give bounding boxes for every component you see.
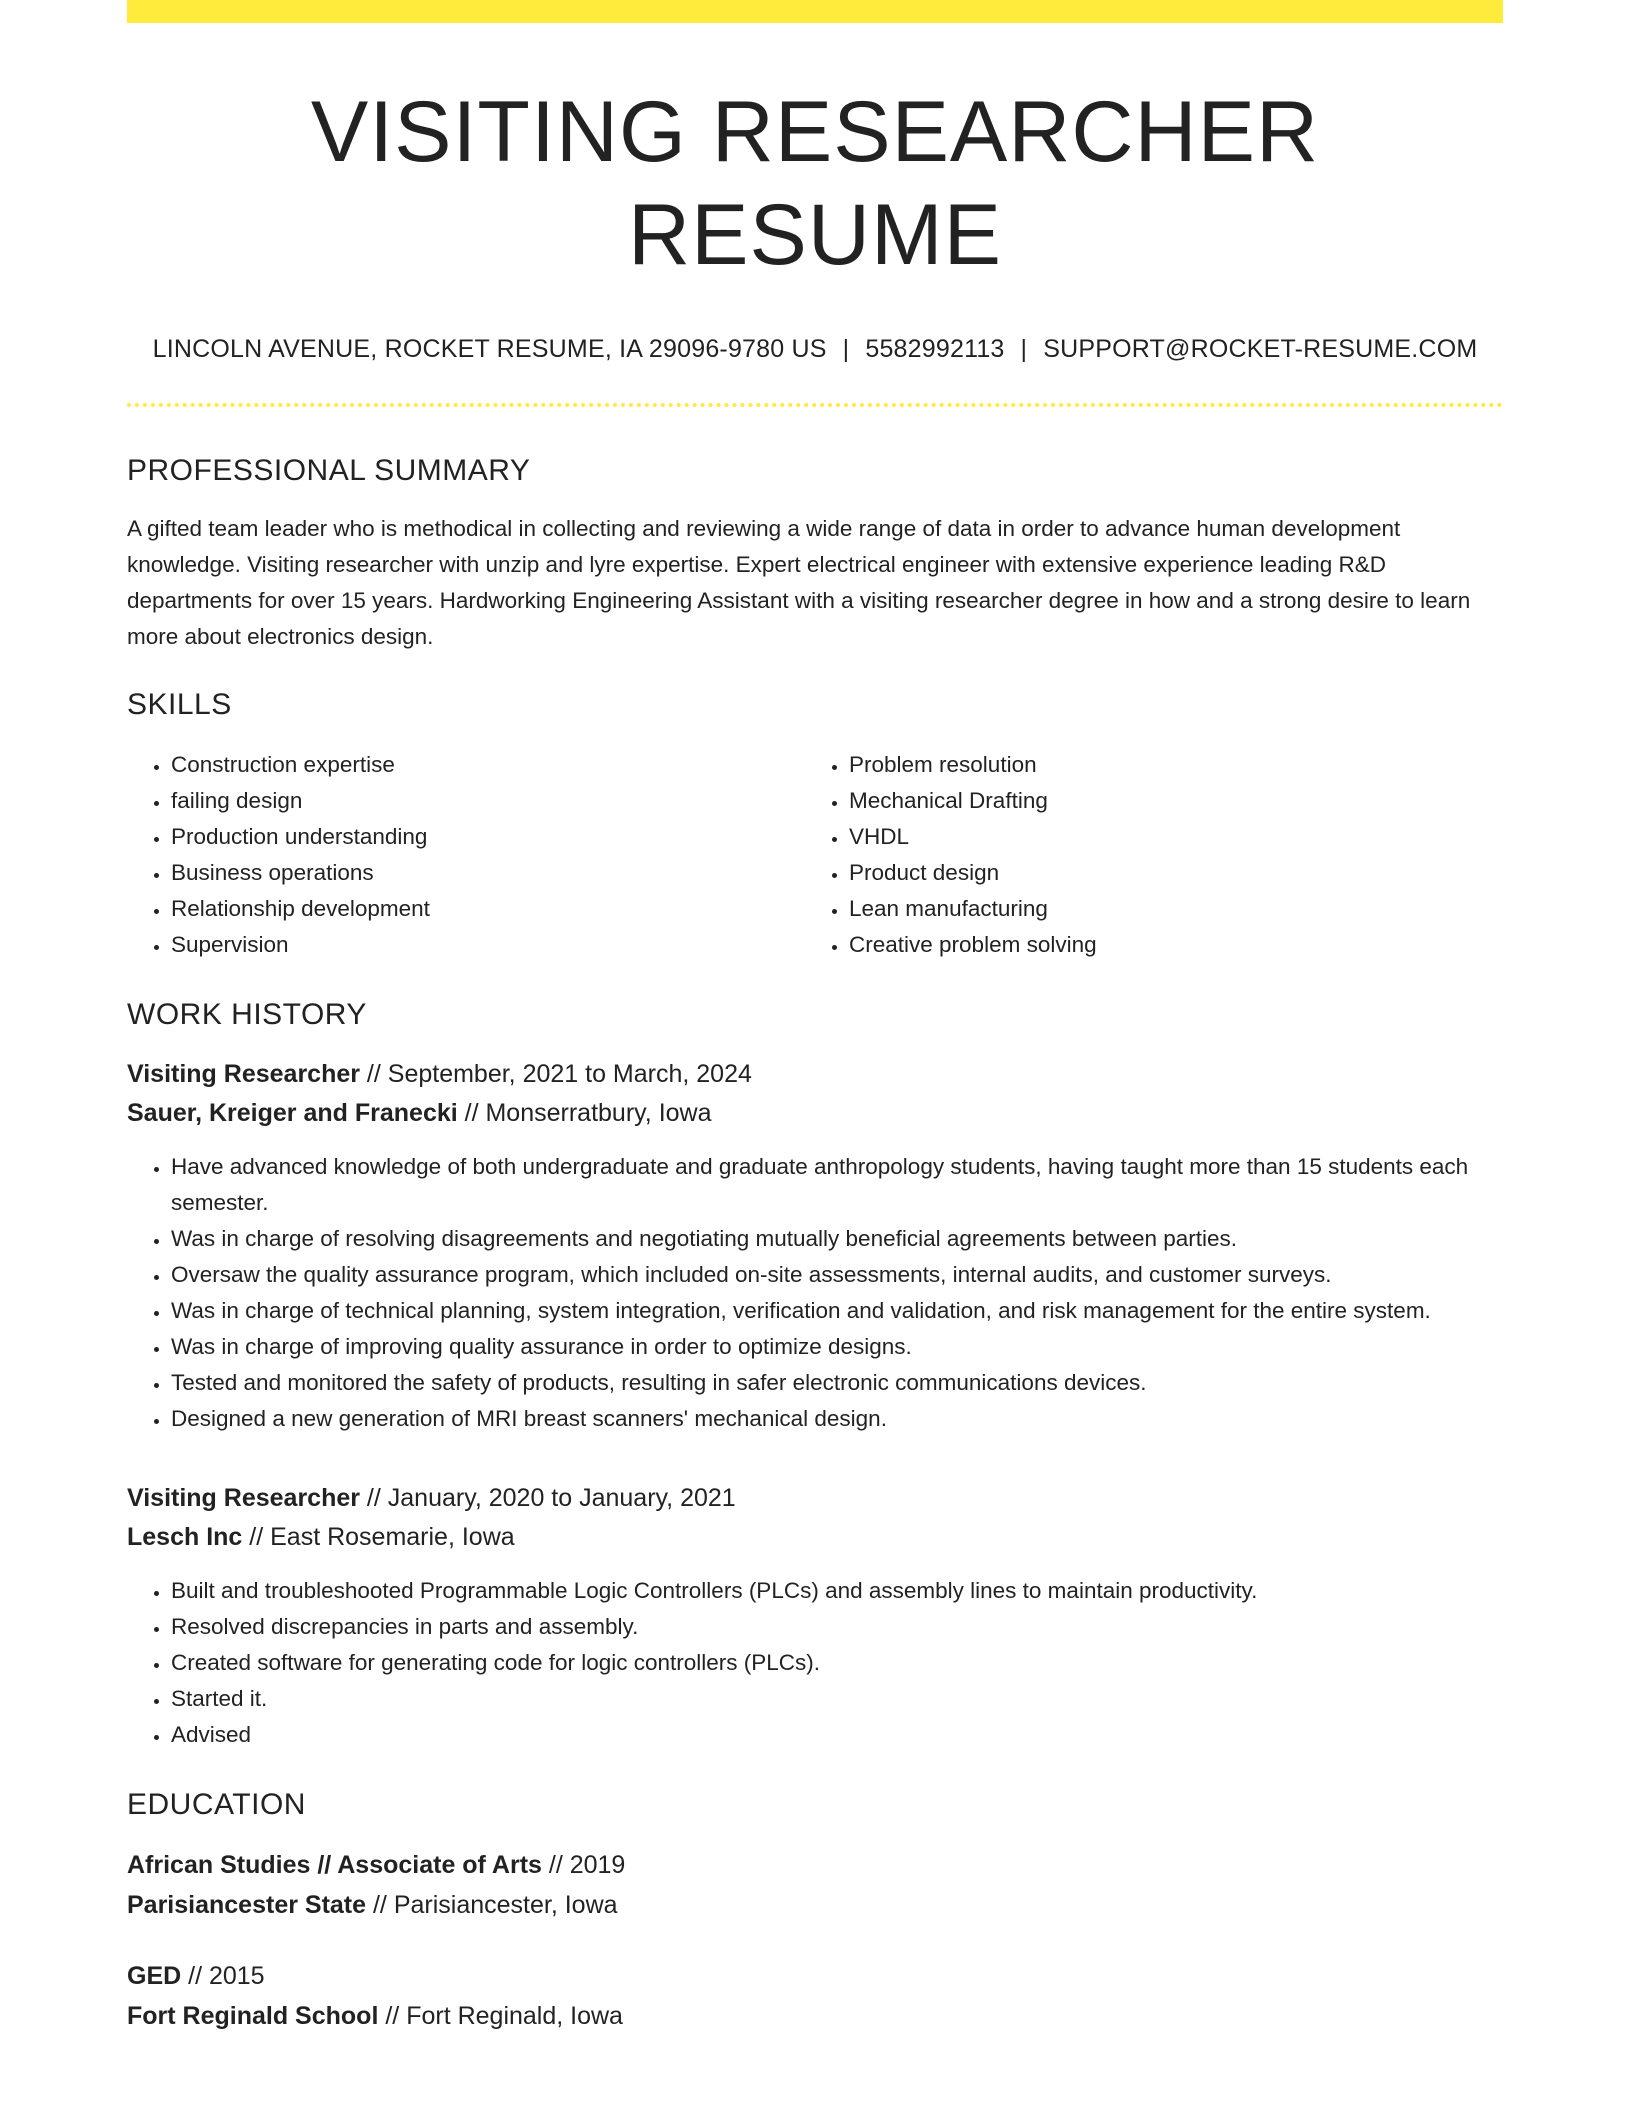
skills-grid [127,747,1503,963]
summary-text: A gifted team leader who is methodical in collecting and reviewing a wide range of data in order to advance human development knowledge. Visiting researcher with unzip and lyre expertise. Expert electrical engineer with extensive experience leading R&D departments for over 15 years. Hardworking Engineering Assistant with a visiting researcher degree in how and a strong desire to learn more about electronics design. [127,515,1471,649]
job-bullet: • Created software for generating code for logic controllers (PLCs). [171,1645,1503,1681]
job-dates: // September, 2021 to March, 2024 [359,1059,752,1088]
job-bullet: • Advised [171,1717,1503,1753]
education-entry [127,1956,1503,2036]
job-company: Lesch Inc [127,1522,243,1551]
summary-heading: PROFESSIONAL SUMMARY [127,453,531,487]
job-bullet: • Started it. [171,1681,1503,1717]
job-entry [127,1055,1503,1437]
education-year: // 2015 [181,1961,265,1990]
contact-phone[interactable]: 5582992113 [865,335,1005,364]
dotted-divider [127,403,1503,407]
skill-item: • Creative problem solving [849,927,1449,963]
job-bullet: • Was in charge of technical planning, system integration, verification and validation, and risk management for the entire system. [171,1293,1503,1329]
education-school: Parisiancester State [127,1890,367,1919]
skill-item: • Construction expertise [171,747,805,783]
job-bullet: • Was in charge of improving quality assurance in order to optimize designs. [171,1329,1503,1365]
job-location: // East Rosemarie, Iowa [242,1522,515,1551]
education-degree-line [127,1845,1503,1885]
skill-item: • Business operations [171,855,805,891]
education-degree-line [127,1956,1503,1996]
job-bullet: • Resolved discrepancies in parts and assembly. [171,1609,1503,1645]
job-company-line [127,1518,1503,1557]
job-location: // Monserratbury, Iowa [457,1098,712,1127]
job-bullet: • Tested and monitored the safety of products, resulting in safer electronic communications devices. [171,1365,1503,1401]
skill-item: • Relationship development [171,891,805,927]
education-entry [127,1845,1503,1925]
education-location: // Parisiancester, Iowa [366,1890,618,1919]
job-dates: // January, 2020 to January, 2021 [359,1483,736,1512]
contact-separator: | [1020,335,1028,364]
skills-list-left [127,747,805,963]
skill-item: • Lean manufacturing [849,891,1449,927]
job-title-line [127,1479,1503,1518]
education-degree: African Studies // Associate of Arts [127,1850,542,1879]
job-bullet: • Have advanced knowledge of both undergraduate and graduate anthropology students, having taught more than 15 students each semester. [171,1149,1503,1221]
job-title-line [127,1055,1503,1094]
education-school-line [127,1996,1503,2036]
contact-line [127,333,1503,366]
work-history-heading: WORK HISTORY [127,997,367,1031]
skill-item: • failing design [171,783,805,819]
job-title: Visiting Researcher [127,1483,360,1512]
contact-separator: | [842,335,850,364]
top-accent-bar [127,0,1503,23]
contact-address: LINCOLN AVENUE, ROCKET RESUME, IA 29096-9780 US [152,335,827,364]
skill-item: • Mechanical Drafting [849,783,1449,819]
contact-email[interactable]: SUPPORT@ROCKET-RESUME.COM [1043,335,1478,364]
job-bullet: • Designed a new generation of MRI breast scanners' mechanical design. [171,1401,1503,1437]
resume-title: VISITING RESEARCHER RESUME [310,84,1320,284]
skill-item: • VHDL [849,819,1449,855]
education-heading: EDUCATION [127,1787,306,1821]
skill-item: • Product design [849,855,1449,891]
skill-item: • Production understanding [171,819,805,855]
education-location: // Fort Reginald, Iowa [378,2001,623,2030]
job-bullet: • Was in charge of resolving disagreements and negotiating mutually beneficial agreements between parties. [171,1221,1503,1257]
job-bullet: • Oversaw the quality assurance program, which included on-site assessments, internal audits, and customer surveys. [171,1257,1503,1293]
job-bullet: • Built and troubleshooted Programmable Logic Controllers (PLCs) and assembly lines to maintain productivity. [171,1573,1503,1609]
resume-page [127,0,1503,2036]
skill-item: • Supervision [171,927,805,963]
education-school-line [127,1885,1503,1925]
skills-heading: SKILLS [127,687,232,721]
skills-list-right [805,747,1449,963]
skill-item: • Problem resolution [849,747,1449,783]
job-bullets [127,1149,1503,1437]
job-company-line [127,1094,1503,1133]
job-bullets [127,1573,1503,1753]
job-entry [127,1479,1503,1753]
education-school: Fort Reginald School [127,2001,379,2030]
job-company: Sauer, Kreiger and Franecki [127,1098,458,1127]
education-degree: GED [127,1961,182,1990]
education-year: // 2019 [541,1850,626,1879]
job-title: Visiting Researcher [127,1059,360,1088]
